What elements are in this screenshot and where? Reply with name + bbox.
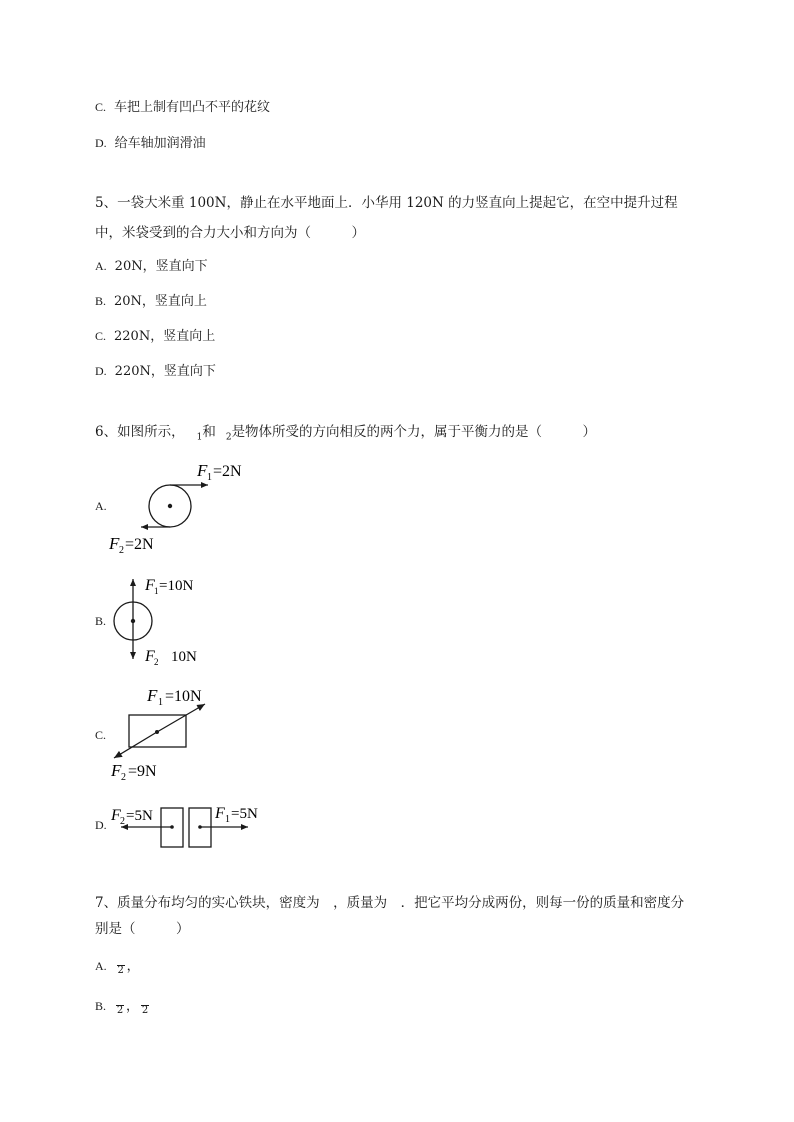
f2-value: =9N bbox=[128, 763, 157, 780]
f1-symbol: F bbox=[147, 686, 158, 705]
f2-subscript: 2 bbox=[154, 657, 159, 667]
q6-stem bbox=[95, 420, 596, 443]
q7-stem-line2: 别是（ ） bbox=[95, 921, 190, 937]
q6-stem-mid: 和 bbox=[202, 424, 216, 440]
q6-figure-a bbox=[105, 452, 265, 558]
q7-option-a bbox=[95, 955, 140, 976]
q7-stem-line1: 7、质量分布均匀的实心铁块，密度为 ，质量为 ．把它平均分成两份，则每一份的质量和密度分 bbox=[95, 895, 685, 911]
f2-arrow bbox=[114, 732, 157, 758]
q6-stem-sub2: 2 bbox=[225, 432, 232, 443]
f2-subscript: 2 bbox=[120, 816, 125, 827]
option-text: 220N，竖直向下 bbox=[114, 364, 216, 379]
option-label: C. bbox=[95, 100, 107, 114]
q6-figure-b bbox=[105, 570, 265, 670]
option-text: 车把上制有凹凸不平的花纹 bbox=[114, 100, 271, 115]
q6-figure-d bbox=[105, 798, 275, 852]
figure-d-svg bbox=[105, 798, 275, 852]
fraction-denominator: 2 bbox=[116, 1005, 124, 1016]
f1-arrow bbox=[157, 704, 205, 732]
option-text: 20N，竖直向下 bbox=[114, 259, 208, 274]
option-label: C. bbox=[95, 329, 107, 343]
fraction-denominator: 2 bbox=[117, 965, 124, 976]
f2-value: =5N bbox=[126, 808, 153, 824]
f1-value: =2N bbox=[213, 463, 242, 480]
f2-symbol: F bbox=[109, 534, 120, 553]
q6-figure-c bbox=[105, 682, 275, 782]
f2-value: =2N bbox=[125, 536, 154, 553]
q5-stem-line2: 中，米袋受到的合力大小和方向为（ ） bbox=[95, 225, 365, 241]
fraction bbox=[141, 997, 149, 1016]
f1-symbol: F bbox=[215, 805, 225, 822]
f2-value: 10N bbox=[171, 649, 197, 665]
f1-symbol: F bbox=[145, 577, 155, 594]
f1-value: =10N bbox=[159, 578, 194, 594]
figure-a-svg bbox=[105, 452, 265, 558]
option-text: 220N，竖直向上 bbox=[114, 329, 216, 344]
separator: ， bbox=[126, 959, 140, 974]
q5-option-a bbox=[95, 255, 208, 274]
f1-value: =10N bbox=[165, 688, 202, 705]
figure-c-svg bbox=[105, 682, 275, 782]
q4-option-d bbox=[95, 132, 206, 151]
f2-subscript: 2 bbox=[121, 772, 126, 782]
f2-subscript: 2 bbox=[119, 545, 124, 556]
q4-option-c bbox=[95, 96, 270, 115]
option-label: B. bbox=[95, 294, 107, 308]
f1-subscript: 1 bbox=[154, 586, 159, 596]
q6-option-d-label: D. bbox=[95, 818, 107, 832]
fraction-denominator: 2 bbox=[141, 1005, 149, 1016]
q7-option-b bbox=[95, 995, 151, 1016]
option-text: 给车轴加润滑油 bbox=[114, 136, 206, 151]
separator: ， bbox=[126, 999, 140, 1014]
option-label: D. bbox=[95, 136, 107, 150]
q6-stem-suffix: 是物体所受的方向相反的两个力，属于平衡力的是（ ） bbox=[231, 424, 597, 440]
option-label: A. bbox=[95, 259, 107, 273]
option-label: D. bbox=[95, 364, 107, 378]
fraction bbox=[117, 957, 125, 976]
q6-stem-prefix: 6、如图所示， bbox=[95, 424, 185, 440]
f1-subscript: 1 bbox=[158, 697, 163, 708]
option-text: 20N，竖直向上 bbox=[114, 294, 207, 309]
q5-stem-line1: 5、一袋大米重 100N，静止在水平地面上．小华用 120N 的力竖直向上提起它，在空中提升过程 bbox=[95, 195, 678, 211]
center-dot bbox=[168, 504, 172, 508]
figure-b-svg bbox=[105, 570, 265, 670]
option-label: A. bbox=[95, 959, 107, 973]
q6-option-a-label: A. bbox=[95, 499, 107, 513]
f2-symbol: F bbox=[145, 648, 155, 665]
f2-symbol: F bbox=[111, 761, 122, 780]
f1-symbol: F bbox=[197, 461, 208, 480]
fraction bbox=[116, 997, 124, 1016]
f1-subscript: 1 bbox=[225, 814, 230, 825]
f2-symbol: F bbox=[111, 807, 121, 824]
option-label: B. bbox=[95, 999, 107, 1013]
f1-subscript: 1 bbox=[207, 472, 212, 483]
q6-stem-sub1: 1 bbox=[196, 432, 203, 443]
f1-value: =5N bbox=[231, 806, 258, 822]
q6-option-c-label: C. bbox=[95, 728, 107, 742]
q5-option-c bbox=[95, 325, 215, 344]
q5-option-d bbox=[95, 360, 216, 379]
q6-option-b-label: B. bbox=[95, 614, 107, 628]
q5-option-b bbox=[95, 290, 207, 309]
